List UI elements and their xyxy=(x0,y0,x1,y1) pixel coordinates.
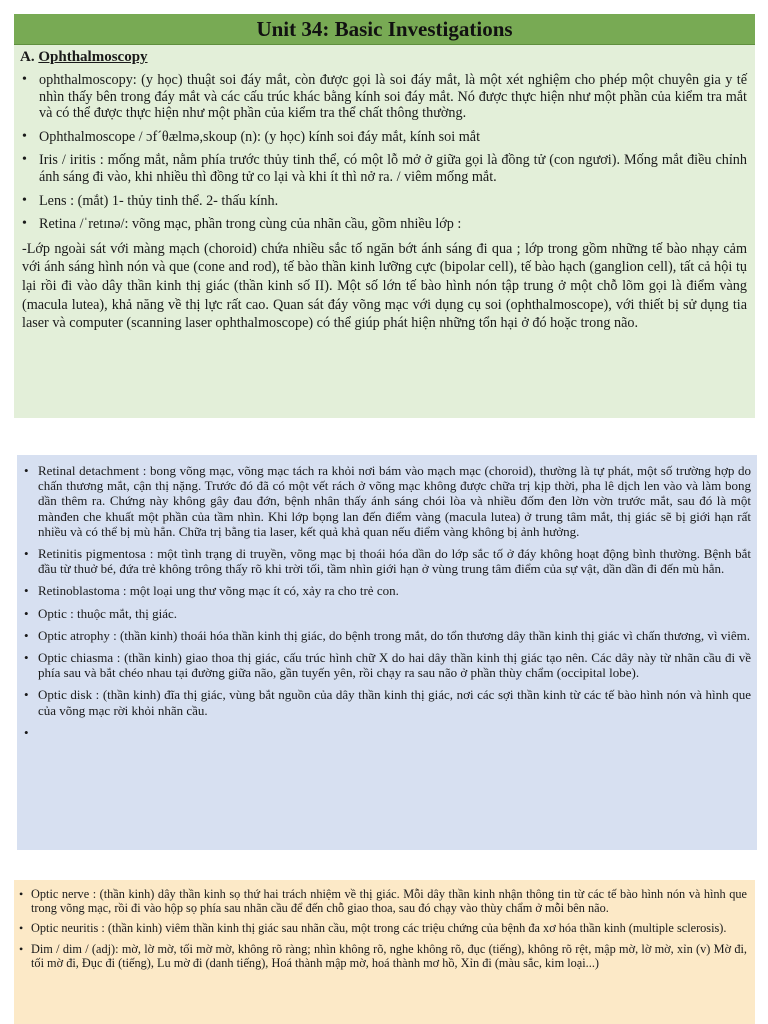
optic-terms-list xyxy=(19,887,747,970)
section-title: Ophthalmoscopy xyxy=(38,49,148,65)
list-item: • Dim / dim / (adj): mờ, lờ mờ, tối mờ mờ, không rõ ràng; nhìn không rõ, nghe không rõ, đục (tiếng), không rõ rệt, mập mờ, lờ mờ, xỉn (v) Mờ đi, tối mờ đi, Đục đi (tiếng), Lu mờ đi (danh tiếng), Hoá thành mập mờ, hoá thành mơ hồ, Xỉn đi (màu sắc, kim loại...) xyxy=(19,942,747,970)
list-item: • ophthalmoscopy: (y học) thuật soi đáy mắt, còn được gọi là soi đáy mắt, là một xét nghiệm cho phép một chuyên gia y tế nhìn thấy bên trong đáy mắt và các cấu trúc khác bằng kính soi đáy mắt. Nó được thực hiện như một phần của kiểm tra mắt và có thể được thực hiện như một phần của kiểm tra thể chất thông thường. xyxy=(22,72,747,122)
list-item: • Optic neuritis : (thần kinh) viêm thần kinh thị giác sau nhãn cầu, một trong các triệu chứng của bệnh đa xơ hóa thần kinh (multiple sclerosis). xyxy=(19,921,747,935)
list-item: • Retinitis pigmentosa : một tình trạng di truyền, võng mạc bị thoái hóa dần do lớp sắc tố ở đáy không hoạt động bình thường. Bệnh bắt đầu từ thuở bé, đứa trẻ không trông thấy rõ khi trời tối, tầm nhìn giới hạn ở vùng trung tâm điểm của sự vật, dần dần đi đến mù hẳn. xyxy=(23,546,751,576)
optic-terms-section xyxy=(14,880,755,1024)
ophthalmoscopy-list xyxy=(22,72,747,233)
list-item: • Iris / iritis : mống mắt, nằm phía trước thủy tinh thể, có một lỗ mở ở giữa gọi là đồng tử (con ngươi). Mống mắt điều chỉnh ánh sáng đi vào, khi nhiều thì đồng tử co lại và khi ít thì nở ra. / viêm mống mắt. xyxy=(22,152,747,185)
section-heading xyxy=(20,49,755,66)
retina-conditions-section xyxy=(17,455,757,850)
list-item: • Retinal detachment : bong võng mạc, võng mạc tách ra khỏi nơi bám vào mạch mạc (choroid), thường là tự phát, một số trường hợp do chấn thương mắt, cận thị nặng. Trước đó đã có một vết rách ở võng mạc không được chữa trị kịp thời, pha lê dịch len vào và làm bong dần thêm ra. Chứng này không gây đau đớn, bệnh nhân thấy ánh sáng chói lòa và nhiều đốm đen lờn vờn trước mắt, sau đó là một mànđen che khuất một phần của tầm nhìn. Khi lớp bọng lan đến điểm vàng (macula lutea) ở trung tâm mắt, thị giác sẽ bị giới hạn rất nhiều và có thể bị mù hẳn. Chữa trị bằng tia laser, kết quả khả quan nếu điểm vàng không bị ảnh hưởng. xyxy=(23,463,751,539)
section-label: A. xyxy=(20,49,35,65)
list-item: • Optic nerve : (thần kinh) dây thần kinh sọ thứ hai trách nhiệm về thị giác. Mỗi dây thần kinh nhận thông tin từ các tế bào hình nón và hình que trong võng mạc, rồi đi vào hộp sọ phía sau nhãn cầu để đến chỗ giao thoa, sau đó chạy vào thùy chẩm ở mỗi bên não. xyxy=(19,887,747,915)
unit-title: Unit 34: Basic Investigations xyxy=(14,14,755,45)
list-item: • Optic : thuộc mắt, thị giác. xyxy=(23,606,751,621)
retina-layers-paragraph: -Lớp ngoài sát với màng mạch (choroid) chứa nhiều sắc tố ngăn bớt ánh sáng đi qua ; lớp trong gồm những tế bào nhạy cảm với ánh sáng hình nón và que (cone and rod), tế bào thần kinh lưỡng cực (bipolar cell), tế bào hạch (ganglion cell), tất cả hội tụ lại rồi đi vào dây thần kinh thị giác (thần kinh số II). Một số lớn tế bào hình nón tập trung ở một chỗ lõm gọi là điểm vàng (macula lutea), khả năng về thị lực rất cao. Quan sát đáy võng mạc với dụng cụ soi (ophthalmoscope), với thiết bị sử dụng tia laser và computer (scanning laser ophthalmoscope) có thể giúp phát hiện những tổn hại ở đó hoặc trong não. xyxy=(22,240,747,332)
ophthalmoscopy-section xyxy=(14,14,755,418)
list-item: • Lens : (mắt) 1- thủy tinh thể. 2- thấu kính. xyxy=(22,193,747,210)
list-item: • Optic disk : (thần kinh) đĩa thị giác, vùng bắt nguồn của dây thần kinh thị giác, nơi các sợi thần kinh từ các tế bào hình nón và hình que của võng mạc rời khỏi nhãn cầu. xyxy=(23,687,751,717)
list-item: • Retinoblastoma : một loại ung thư võng mạc ít có, xảy ra cho trẻ con. xyxy=(23,583,751,598)
retina-conditions-list xyxy=(23,463,751,718)
list-item: • Optic atrophy : (thần kinh) thoái hóa thần kinh thị giác, do bệnh trong mắt, do tổn thương dây thần kinh thị giác vì chấn thương, vì viêm. xyxy=(23,628,751,643)
list-item: • Optic chiasma : (thần kinh) giao thoa thị giác, cấu trúc hình chữ X do hai dây thần kinh thị giác tạo nên. Các dây này từ nhãn cầu đi về phía sau và bắt chéo nhau tại đường giữa não, gần tuyến yên, rồi chạy ra sau não ở phần thùy chẩm (occipital lobe). xyxy=(23,650,751,680)
list-item: • Ophthalmoscope / ɔf´θælmə,skoup (n): (y học) kính soi đáy mắt, kính soi mắt xyxy=(22,129,747,146)
list-item: • Retina /ˈretɪnə/: võng mạc, phần trong cùng của nhãn cầu, gồm nhiều lớp : xyxy=(22,216,747,233)
